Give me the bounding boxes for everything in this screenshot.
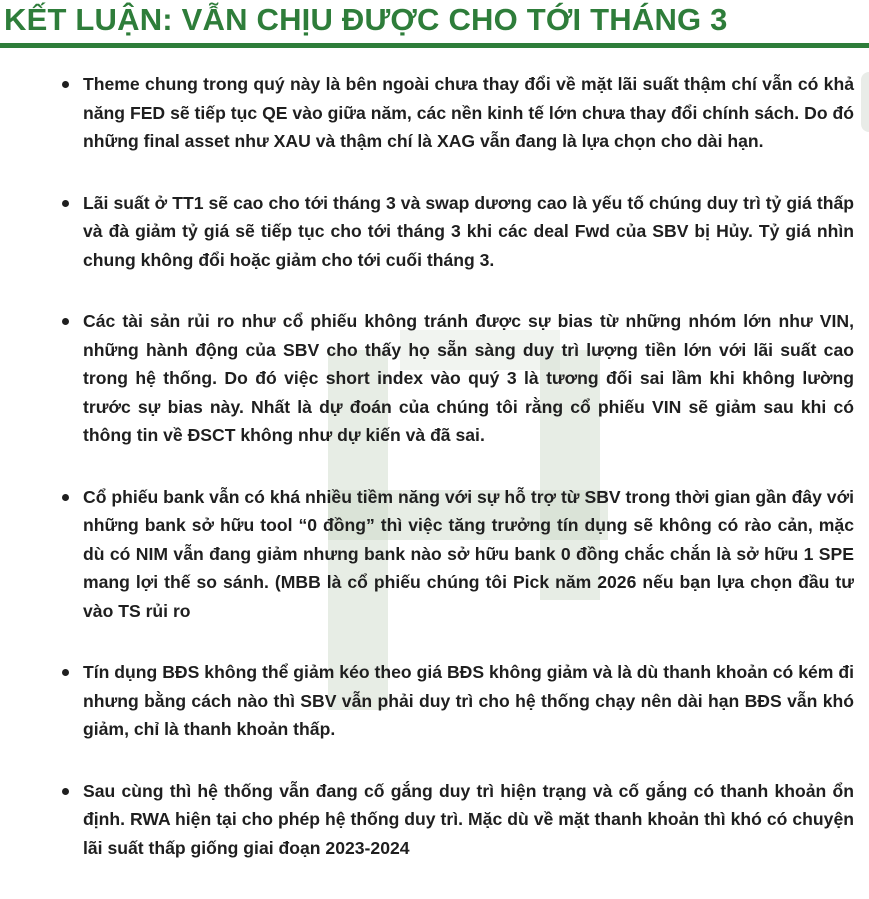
title-underline	[0, 43, 869, 48]
bullet-dot	[62, 200, 69, 207]
bullet-text: Theme chung trong quý này là bên ngoài chưa thay đổi về mặt lãi suất thậm chí vẫn có khả năng FED sẽ tiếp tục QE vào giữa năm, các nền kinh tế lớn chưa thay đổi chính sách. Do đó những final asset như XAU và thậm chí là XAG vẫn đang là lựa chọn cho dài hạn.	[83, 74, 854, 151]
bullet-text: Tín dụng BĐS không thể giảm kéo theo giá BĐS không giảm và là dù thanh khoản có kém đi nhưng bằng cách nào thì SBV vẫn phải duy trì cho hệ thống chạy nên dài hạn BĐS vẫn khó giảm, chỉ là thanh khoản thấp.	[83, 662, 854, 739]
bullet-text: Các tài sản rủi ro như cổ phiếu không tránh được sự bias từ những nhóm lớn như VIN, những hành động của SBV cho thấy họ sẵn sàng duy trì lượng tiền lớn với lãi suất cao trong hệ thống. Do đó việc short index vào quý 3 là tương đối sai lầm khi không lường trước sự bias này. Nhất là dự đoán của chúng tôi rằng cổ phiếu VIN sẽ giảm sau khi có thông tin về ĐSCT không như dự kiến và đã sai.	[83, 311, 854, 445]
bullet-list	[62, 70, 854, 895]
bullet-dot	[62, 81, 69, 88]
bullet-dot	[62, 669, 69, 676]
bullet-dot	[62, 494, 69, 501]
bullet-text: Lãi suất ở TT1 sẽ cao cho tới tháng 3 và swap dương cao là yếu tố chúng duy trì tỷ giá thấp và đà giảm tỷ giá sẽ tiếp tục cho tới tháng 3 khi các deal Fwd của SBV bị Hủy. Tỷ giá nhìn chung không đổi hoặc giảm cho tới cuối tháng 3.	[83, 192, 854, 270]
bullet-item-3	[62, 307, 854, 450]
page-title: KẾT LUẬN: VẪN CHỊU ĐƯỢC CHO TỚI THÁNG 3	[4, 2, 728, 37]
bullet-text: Sau cùng thì hệ thống vẫn đang cố gắng duy trì hiện trạng và cố gắng có thanh khoản ổn định. RWA hiện tại cho phép hệ thống duy trì. Mặc dù về mặt thanh khoản thì khó có chuyện lãi suất thấp giống giai đoạn 2023-2024	[83, 780, 854, 858]
bullet-item-2	[62, 189, 854, 275]
bullet-dot	[62, 788, 69, 795]
bullet-item-4	[62, 483, 854, 626]
bullet-item-5	[62, 658, 854, 744]
header	[0, 0, 869, 52]
edge-tab	[861, 72, 869, 132]
bullet-dot	[62, 318, 69, 325]
bullet-text: Cổ phiếu bank vẫn có khá nhiều tiềm năng với sự hỗ trợ từ SBV trong thời gian gần đây với những bank sở hữu tool “0 đồng” thì việc tăng trưởng tín dụng sẽ không có rào cản, mặc dù có NIM vẫn đang giảm nhưng bank nào sở hữu bank 0 đồng chắc chắn là sở hữu 1 SPE mang lợi thế so sánh. (MBB là cổ phiếu chúng tôi Pick năm 2026 nếu bạn lựa chọn đầu tư vào TS rủi ro	[83, 486, 854, 621]
bullet-item-1	[62, 70, 854, 156]
bullet-item-6	[62, 777, 854, 863]
